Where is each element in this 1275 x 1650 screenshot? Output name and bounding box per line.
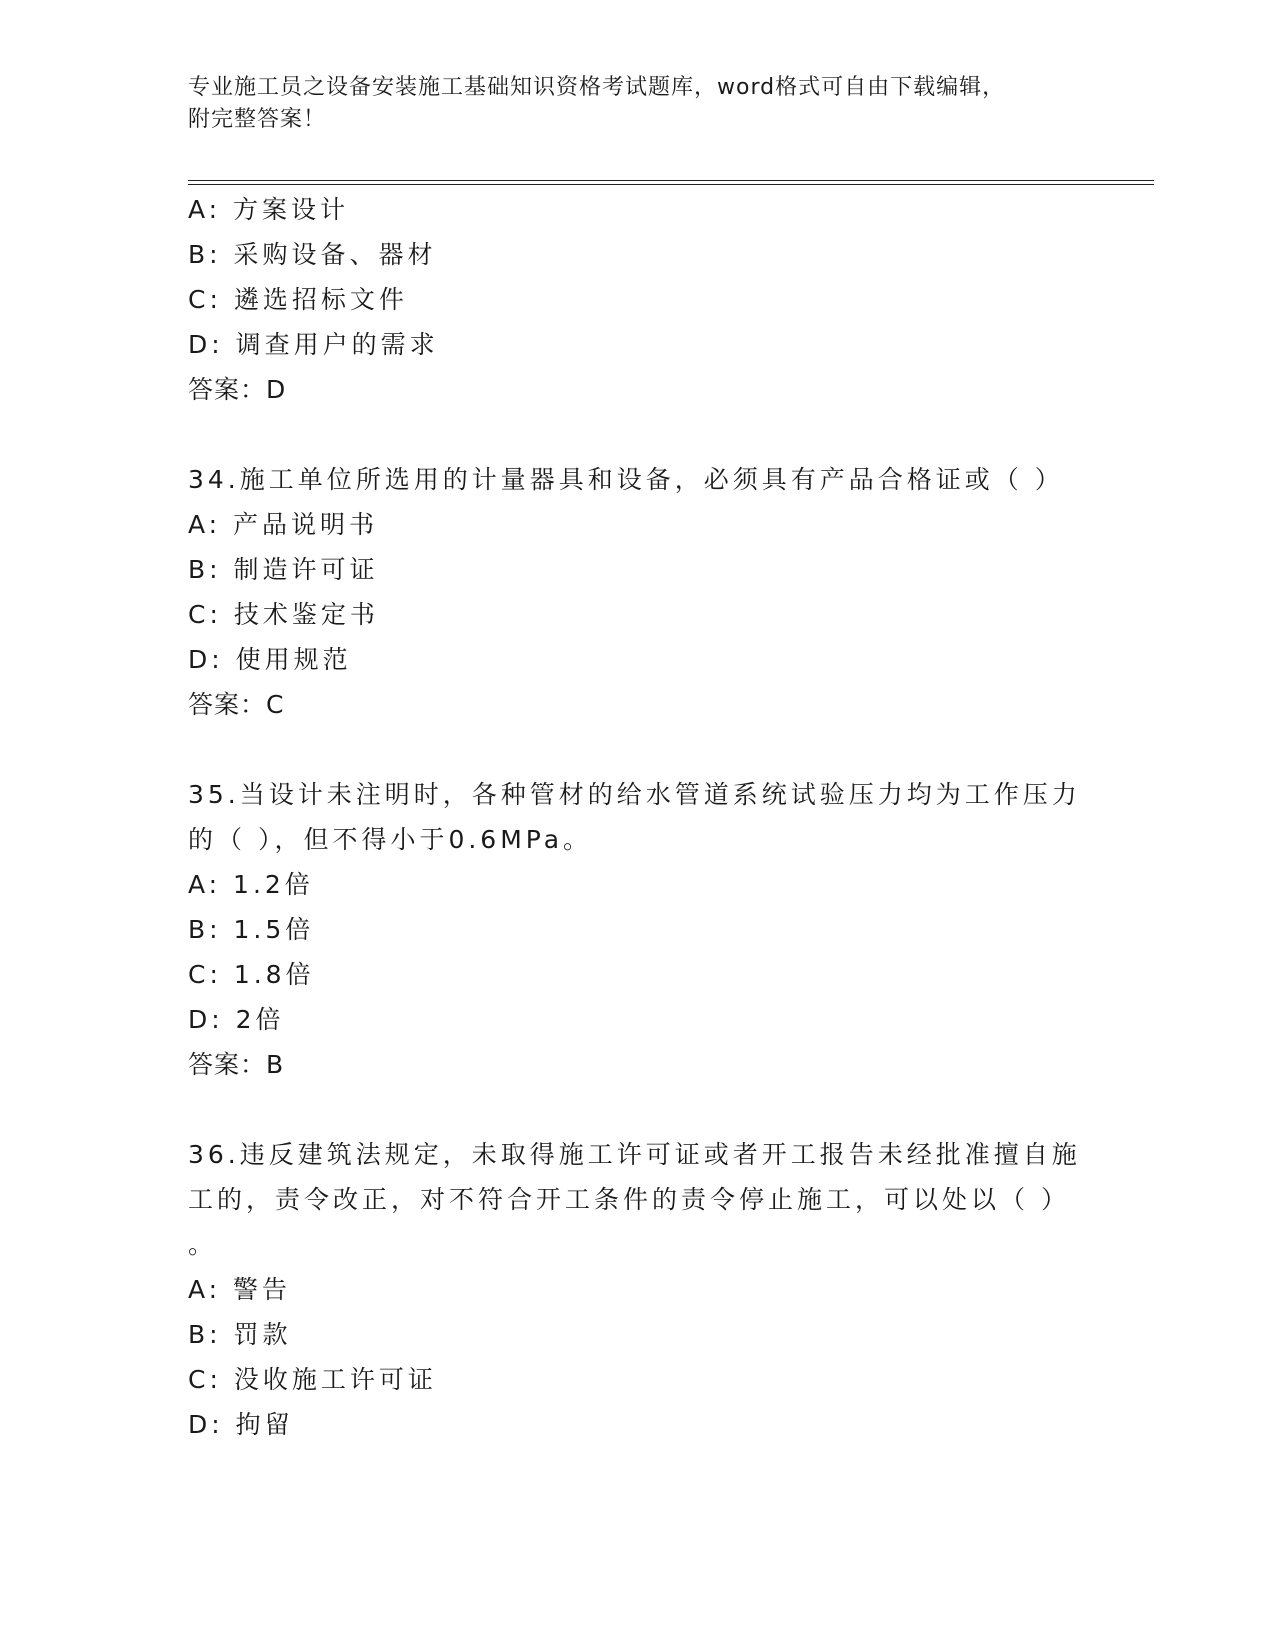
- q35-question-line-1: 35.当设计未注明时，各种管材的给水管道系统试验压力均为工作压力: [188, 780, 1081, 809]
- q35-option-c: C: 1.8倍: [188, 960, 315, 989]
- q33-answer: 答案：D: [188, 375, 287, 404]
- q36-question-line-3: 。: [188, 1230, 218, 1259]
- header-rule-top: [188, 180, 1154, 181]
- q33-option-d: D: 调查用户的需求: [188, 330, 439, 359]
- q36-question-line-2: 工的，责令改正，对不符合开工条件的责令停止施工，可以处以（ ）: [188, 1185, 1070, 1214]
- q34-option-b: B: 制造许可证: [188, 555, 379, 584]
- q35-option-d: D: 2倍: [188, 1005, 285, 1034]
- q34-answer: 答案：C: [188, 690, 285, 719]
- q36-question-line-1: 36.违反建筑法规定，未取得施工许可证或者开工报告未经批准擅自施: [188, 1140, 1081, 1169]
- document-header: [188, 72, 1088, 136]
- header-line-2: 附完整答案！: [188, 107, 327, 132]
- header-rule-bottom: [188, 184, 1154, 185]
- q35-option-a: A: 1.2倍: [188, 870, 314, 899]
- q34-question: 34.施工单位所选用的计量器具和设备，必须具有产品合格证或（ ）: [188, 465, 1064, 494]
- q33-option-a: A: 方案设计: [188, 195, 350, 224]
- q36-option-b: B: 罚款: [188, 1320, 292, 1349]
- q36-option-a: A: 警告: [188, 1275, 292, 1304]
- q33-option-b: B: 采购设备、器材: [188, 240, 437, 269]
- q34-option-c: C: 技术鉴定书: [188, 600, 379, 629]
- q34-option-a: A: 产品说明书: [188, 510, 379, 539]
- q34-option-d: D: 使用规范: [188, 645, 352, 674]
- q36-option-d: D: 拘留: [188, 1410, 294, 1439]
- q36-option-c: C: 没收施工许可证: [188, 1365, 437, 1394]
- q33-option-c: C: 遴选招标文件: [188, 285, 408, 314]
- header-line-1: 专业施工员之设备安装施工基础知识资格考试题库，word格式可自由下载编辑，: [188, 75, 1006, 100]
- q35-question-line-2: 的（ ），但不得小于0.6MPa。: [188, 825, 593, 854]
- q35-answer: 答案：B: [188, 1050, 285, 1079]
- q35-option-b: B: 1.5倍: [188, 915, 315, 944]
